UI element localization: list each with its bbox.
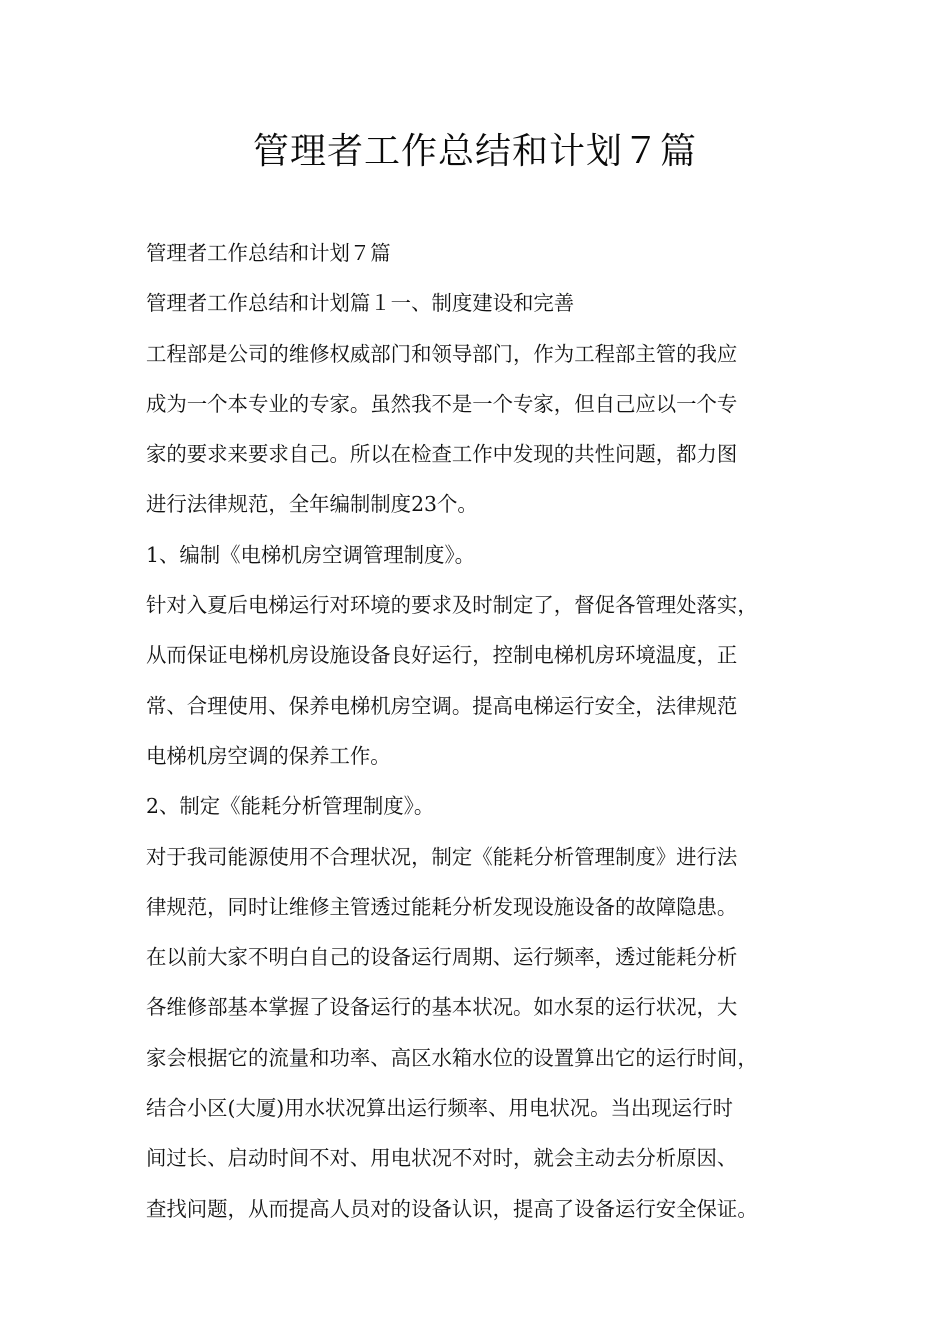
text-line: 在以前大家不明白自己的设备运行周期、运行频率，透过能耗分析 xyxy=(146,945,738,970)
text-line: 律规范，同时让维修主管透过能耗分析发现设施设备的故障隐患。 xyxy=(146,894,738,919)
text-line: 各维修部基本掌握了设备运行的基本状况。如水泵的运行状况，大 xyxy=(146,995,738,1020)
text-line: 结合小区(大厦)用水状况算出运行频率、用电状况。当出现运行时 xyxy=(146,1096,733,1121)
text-line: 1、编制《电梯机房空调管理制度》。 xyxy=(146,542,476,567)
text-line: 常、合理使用、保养电梯机房空调。提高电梯运行安全，法律规范 xyxy=(146,693,738,718)
text-line: 间过长、启动时间不对、用电状况不对时，就会主动去分析原因、 xyxy=(146,1146,738,1171)
text-line: 管理者工作总结和计划７篇 xyxy=(146,241,391,265)
text-line: 工程部是公司的维修权威部门和领导部门，作为工程部主管的我应 xyxy=(146,341,738,366)
document-body xyxy=(146,228,836,1234)
text-line: 从而保证电梯机房设施设备良好运行，控制电梯机房环境温度，正 xyxy=(146,643,738,668)
text-line: 电梯机房空调的保养工作。 xyxy=(146,743,391,768)
text-line: 管理者工作总结和计划篇１一、制度建设和完善 xyxy=(146,291,575,316)
document-title: 管理者工作总结和计划７篇 xyxy=(252,131,697,172)
text-line: 查找问题，从而提高人员对的设备认识，提高了设备运行安全保证。 xyxy=(146,1196,758,1221)
text-line: 针对入夏后电梯运行对环境的要求及时制定了，督促各管理处落实， xyxy=(146,593,758,618)
text-line: 家会根据它的流量和功率、高区水箱水位的设置算出它的运行时间， xyxy=(146,1045,758,1070)
text-line: 家的要求来要求自己。所以在检查工作中发现的共性问题，都力图 xyxy=(146,442,738,467)
text-line: 对于我司能源使用不合理状况，制定《能耗分析管理制度》进行法 xyxy=(146,844,738,869)
text-line: 2、制定《能耗分析管理制度》。 xyxy=(146,794,435,819)
text-line: 进行法律规范，全年编制制度23个。 xyxy=(146,492,478,517)
text-line: 成为一个本专业的专家。虽然我不是一个专家，但自己应以一个专 xyxy=(146,391,738,416)
